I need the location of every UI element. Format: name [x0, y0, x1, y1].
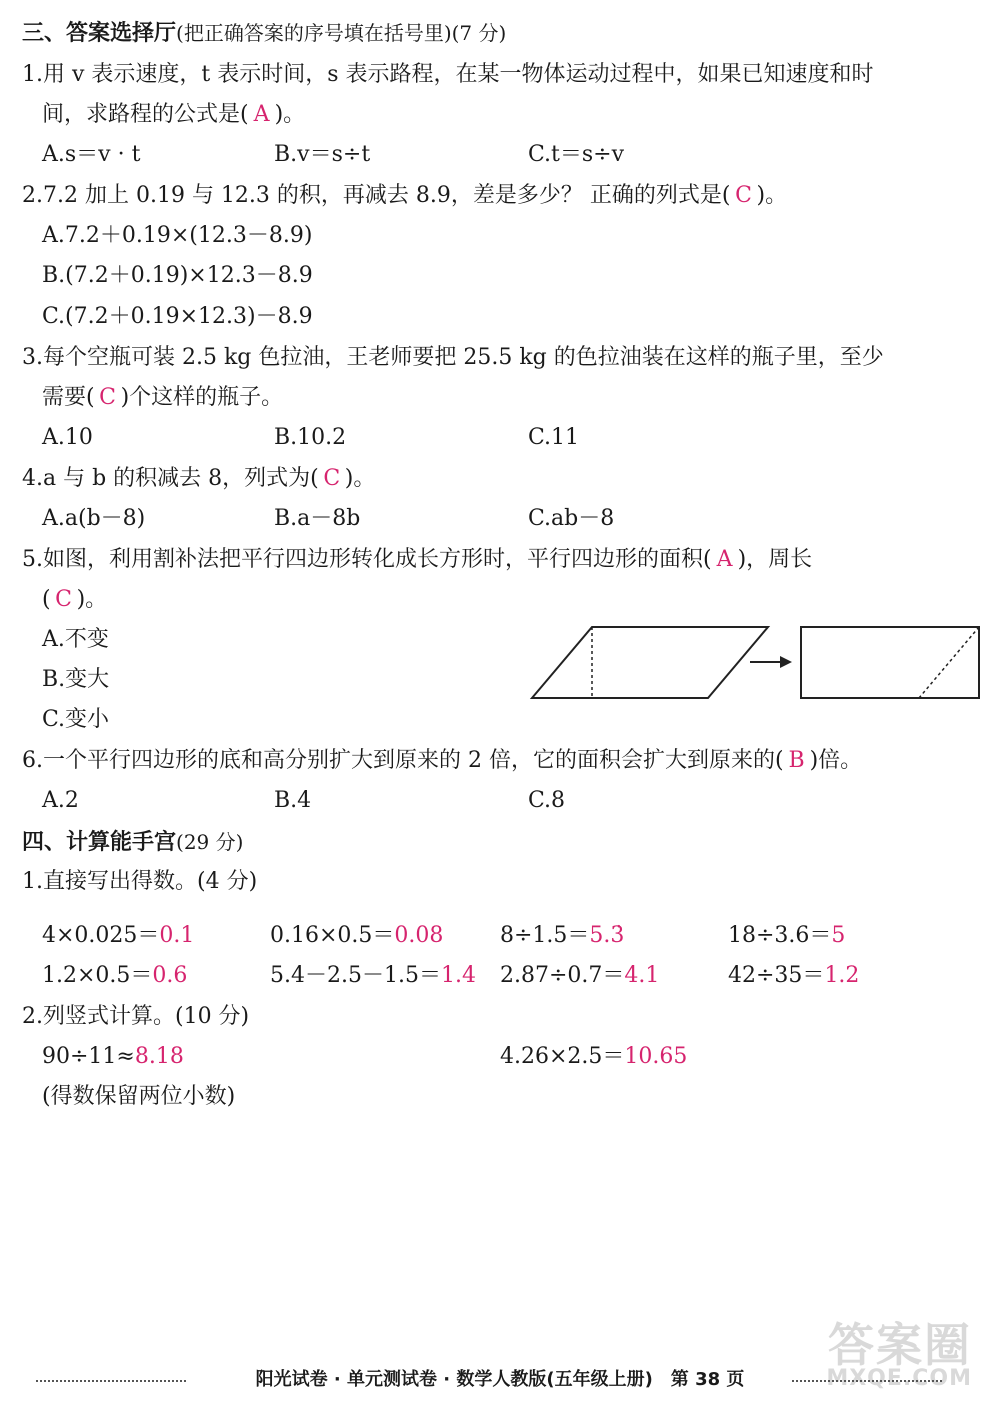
q4-option-c: C.ab－8 [528, 506, 615, 531]
arrow-right-icon [780, 656, 792, 668]
page-footer [0, 1362, 1000, 1398]
q5-option-a: A.不变 [42, 627, 109, 652]
c2-item-1: 90÷11≈8.18 [42, 1044, 184, 1069]
watermark-logo-text: 答案圈 [828, 1318, 972, 1372]
c1-item-4: 18÷3.6＝5 [728, 923, 846, 948]
q4-option-b: B.a－8b [274, 506, 361, 531]
q2-option-a: A.7.2＋0.19×(12.3－8.9) [42, 223, 313, 248]
section4-title: 四、计算能手宫(29 分) [22, 830, 244, 855]
q5-figure [520, 620, 990, 710]
c2-note: (得数保留两位小数) [42, 1084, 236, 1109]
q6-answer: B [788, 748, 805, 773]
q3-option-c: C.11 [528, 425, 580, 450]
q1-option-a: A.s＝v · t [42, 142, 141, 167]
q4-answer: C [323, 466, 341, 491]
c1-item-5: 1.2×0.5＝0.6 [42, 963, 188, 988]
q5-line1: 5.如图，利用割补法把平行四边形转化成长方形时，平行四边形的面积( A )，周长 [22, 545, 812, 575]
q4-line: 4.a 与 b 的积减去 8，列式为( C )。 [22, 464, 375, 494]
c1-title: 1.直接写出得数。(4 分) [22, 869, 258, 894]
q3-option-a: A.10 [42, 425, 93, 450]
c1-item-2: 0.16×0.5＝0.08 [270, 923, 444, 948]
rectangle-cut-line [919, 627, 979, 698]
section3-note: (把正确答案的序号填在括号里)(7 分) [176, 21, 507, 45]
footer-dotted-rule-left [36, 1380, 186, 1382]
parallelogram-shape [532, 627, 768, 698]
q4-option-a: A.a(b－8) [42, 506, 146, 531]
q5-answer-area: A [716, 547, 733, 572]
q5-option-b: B.变大 [42, 667, 110, 692]
c1-item-6: 5.4－2.5－1.5＝1.4 [270, 963, 476, 988]
c1-item-3: 8÷1.5＝5.3̇ [500, 923, 625, 948]
footer-dotted-rule-right [792, 1380, 942, 1382]
q6-option-b: B.4 [274, 788, 312, 813]
section4-note: (29 分) [176, 830, 244, 854]
section3-title: 三、答案选择厅(把正确答案的序号填在括号里)(7 分) [22, 21, 507, 46]
q3-option-b: B.10.2 [274, 425, 347, 450]
q6-option-a: A.2 [42, 788, 79, 813]
q5-option-c: C.变小 [42, 707, 110, 732]
q6-option-c: C.8 [528, 788, 566, 813]
footer-text: 阳光试卷 · 单元测试卷 · 数学人教版(五年级上册) 第 38 页 [255, 1369, 745, 1390]
q2-line: 2.7.2 加上 0.19 与 12.3 的积，再减去 8.9，差是多少？ 正确的列式是( C )。 [22, 181, 787, 211]
q6-line: 6.一个平行四边形的底和高分别扩大到原来的 2 倍，它的面积会扩大到原来的( B )倍。 [22, 746, 862, 776]
q3-line1: 3.每个空瓶可装 2.5 kg 色拉油，王老师要把 25.5 kg 的色拉油装在这样的瓶子里，至少 [22, 345, 884, 370]
q1-option-b: B.v＝s÷t [274, 142, 371, 167]
q3-answer: C [99, 385, 117, 410]
c2-title: 2.列竖式计算。(10 分) [22, 1004, 250, 1029]
c1-item-7: 2.87÷0.7＝4.1 [500, 963, 660, 988]
q5-line2: ( C )。 [42, 585, 107, 615]
q1-line1: 1.用 v 表示速度，t 表示时间，s 表示路程，在某一物体运动过程中，如果已知速度和时 [22, 62, 874, 87]
q1-option-c: C.t＝s÷v [528, 142, 625, 167]
watermark-url: MXQE.COM [826, 1366, 972, 1391]
q1-line2: 间，求路程的公式是( A )。 [42, 100, 305, 130]
q2-option-c: C.(7.2＋0.19×12.3)－8.9 [42, 304, 313, 329]
c1-item-1: 4×0.025＝0.1 [42, 923, 195, 948]
q1-answer: A [253, 102, 270, 127]
q3-line2: 需要( C )个这样的瓶子。 [42, 383, 283, 413]
rectangle-shape [801, 627, 979, 698]
q2-option-b: B.(7.2＋0.19)×12.3－8.9 [42, 263, 313, 288]
c1-item-8: 42÷35＝1.2 [728, 963, 860, 988]
q2-answer: C [735, 183, 752, 208]
c2-item-2: 4.26×2.5＝10.65 [500, 1044, 688, 1069]
q5-answer-perimeter: C [55, 587, 73, 612]
